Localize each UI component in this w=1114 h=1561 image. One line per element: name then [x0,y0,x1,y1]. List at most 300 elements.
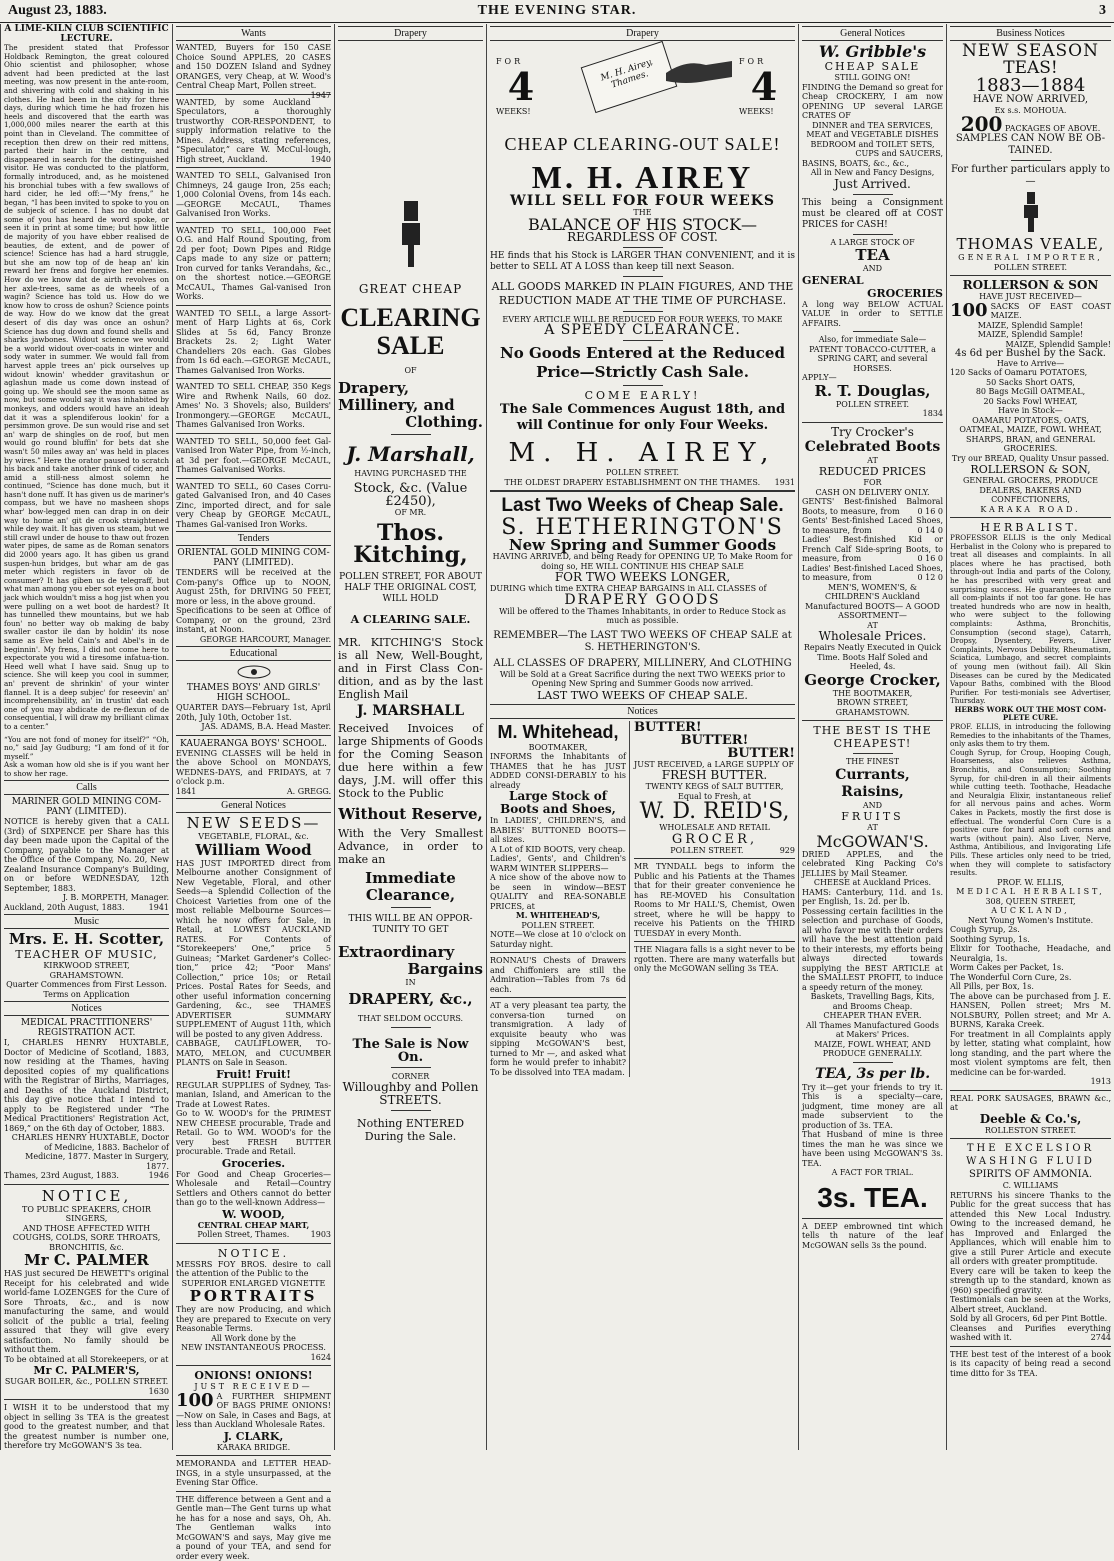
repairs: Repairs Neatly Executed in Quick Time. Boots Half Soled and Heeled, 4s. [802,643,943,672]
kid-boots: A Lot of KID BOOTS, very cheap. [490,845,626,855]
hetherington-name: S. HETHERINGTON'S [490,517,795,539]
want-3: WANTED TO SELL, Galvanised Iron Chimneys, 24 gauge Iron, 25s each; 1,000 Colonial Ovens, from 14s each.—GEORGE McCAUL, Thames Galvanised Iron Works. [176,171,331,219]
masthead [0,0,1114,23]
consignment: This being a Consignment must be cleared off at COST PRICES for CASH! [802,198,943,231]
in-label: IN [338,978,483,988]
williams-sold: Sold by all Grocers, 6d per Pint Bottle. [950,1314,1111,1324]
apply: APPLY— [802,373,943,383]
business-card: M. H. Airey, Thames. [581,41,678,113]
dried-apples: DRIED APPLES, and the celebrated King Packing Co's JELLIES by Mail Steamer. [802,850,943,879]
come-early: COME EARLY! [490,389,795,402]
remedy-2: Soothing Syrup, 1s. [950,935,1111,945]
possessing: Possessing certain facilities in the selection and purchase of Goods, all who favor me with their orders will have the best attention paid to their interests, my efforts being always directed towards supplying the BEST ARTICLE at the SMALLEST PROFIT, to induce a speedy return of the money. [802,907,943,993]
try-crocker: Try Crocker's [802,426,943,439]
clearing-heading: CLEARING [338,304,483,332]
butter-2: BUTTER! [634,734,795,747]
seeds-heading: NEW SEEDS— [176,815,331,832]
kitching-name: Thos. Kitching, [338,522,483,566]
issue-date: August 23, 1883. [8,3,107,19]
section-drapery: Drapery [338,26,483,41]
music-teacher-name: Mrs. E. H. Scotter, [4,931,169,948]
baskets: Baskets, Travelling Bags, Kits, and Brooms Cheap. [802,992,943,1011]
pointing-hand-icon [1021,192,1041,232]
embrowned-tint: A DEEP embrowned tint which tells th nature of the leaf McGOWAN sells 3s the pound. [802,1222,943,1251]
tyndall-notice: MR TYNDALL begs to inform the Public and his Patients at the Thames that for their greater convenience he has RE-MOVED his Consultation Rooms to Mr HALL'S, Chemist, Owen street, where he will be happy to receive his Patients on the THIRD TUESDAY in every Month. [634,862,795,938]
queen-street: 308, QUEEN STREET, [950,897,1111,907]
spirits-ammonia: SPIRITS OF AMMONIA. [950,1168,1111,1181]
want-5: WANTED TO SELL, a large Assort-ment of Harp Lights at 6s, Cork Slides at 5s 6d, Fancy Bronze Brackets 2s. 2; Light Water Chandeliers 20s each. Gas Globes from 1s 6d each.—GEORGE McCAUL, Thames Galvanised Iron Works. [176,309,331,376]
general-word: GENERAL [802,274,943,287]
at-word-2: AT [802,621,943,631]
salt-kegs: TWENTY KEGS of SALT BUTTER, Equal to Fresh, at [634,782,795,801]
bootmaker: BOOTMAKER, [490,743,626,753]
herbalist-heading: HERBALIST. [950,521,1111,534]
four-weeks-banner: FOR 4 WEEKS! M. H. Airey, Thames. FOR 4 WEEKS! [490,43,795,133]
bread: Try our BREAD, Quality Unsur passed. [950,454,1111,464]
karaka-road: KARAKA ROAD. [950,505,1111,515]
want-7: WANTED TO SELL, 50,000 feet Gal-vanised Iron Water Pipe, from ½-inch, at 3d per foot.—GEORGE McCAUL, Thames Galvanised Works. [176,437,331,475]
of-mr: OF MR. [338,508,483,518]
rolleston-street: ROLLESTON STREET. [950,1126,1111,1136]
new-season: NEW SEASON [950,43,1111,60]
below-value: A long way BELOW ACTUAL VALUE in order to SETTLE AFFAIRS. [802,300,943,329]
having-arrived: HAVING ARRIVED, and being Ready for OPENING UP, To Make Room for doing so, HE WILL CONTINUE HIS CHEAP SALE [490,552,795,571]
remedy-3: Elixir for Toothache, Headache, and Neuralgia, 1s. [950,944,1111,963]
ellis-remedies: Cough Syrup, for Croup, Hooping Cough, Hoarseness, also relieves Asthma, Bronchitis, and Consumption; Soothing Syrup, for chil-dren in all their ailments while cutting teeth. Toothache, Headache and Neuralgia Elixir, instantaneous relief for all nervous pains and aches. Worm Cakes in Packets, mostly the first dose is effectual. The wonderful Corn Cure is a positive cure for hard and soft corns and warts (without pain). Also Liver, Nerve, Asthma, Antibilious, and Invigorating Life Pills. These articles only need to be tried, when they will complete to satisfactory results. [950,749,1111,878]
arrive-4: 20 Sacks Fowl WHEAT, [950,397,1111,407]
the-finest: THE FINEST [802,757,943,767]
page-number: 3 [1099,3,1106,19]
washing-fluid: WASHING FLUID [950,1155,1111,1168]
williams-testimonials: Testimonials can be seen at the Works, Albert street, Auckland. [950,1295,1111,1314]
groceries-word: GROCERIES [802,287,943,300]
packages: 200 PACKAGES OF ABOVE. [950,120,1111,134]
streets: Willoughby and Pollen STREETS. [338,1081,483,1107]
grocer: GROCER, [634,833,795,846]
column-1 [0,24,172,1450]
clothing-word: Clothing. [338,414,483,431]
excelsior: THE EXCELSIOR [950,1142,1111,1155]
douglas-pollen: POLLEN STREET. [802,400,943,410]
foy-process: NEW INSTANTANEOUS PROCESS. [176,1343,331,1353]
calls-title: MARINER GOLD MINING COM-PANY (LIMITED). [4,797,169,817]
arrive-1: 120 Sacks of Oamaru POTATOES, [950,368,1111,378]
want-8: WANTED TO SELL, 60 Cases Corru-gated Galvanised Iron, and 40 Cases Zinc, imported direct, and for sale very Cheap by GEORGE McCAUL, Thames Gal-vanised Iron Works. [176,482,331,530]
clearing-sale-line: A CLEARING SALE. [338,613,483,626]
teas-word: TEAS! [950,60,1111,77]
celebrated-boots: Celebrated Boots [802,439,943,456]
veale-importer: GENERAL IMPORTER, [950,253,1111,263]
ex-ship: Ex s.s. MOHOUA. [950,106,1111,116]
music-terms: Quarter Commences from First Lesson. [4,980,169,990]
cheap-sale: CHEAP SALE [802,60,943,73]
invoices-body: Received Invoices of large Shipments of Goods for the Coming Season due here within a few days, J.M. will offer this Stock to the Public [338,722,483,800]
medical-herbalist: MEDICAL HERBALIST, [950,887,1111,897]
section-drapery-2: Drapery [490,26,795,41]
of-label: OF [338,366,483,376]
extraordinary: Extraordinary [338,944,483,961]
seldom-occurs: THAT SELDOM OCCURS. [338,1014,483,1024]
want-2: WANTED, by some Auckland Speculators, a thoroughly trustworthy COR-RESPONDENT, to supply information relative to the Mines. Address, stating references, “Speculator,” care W. McCul-lough, High street, Auckland. 1940 [176,98,331,165]
notice-2-heading: NOTICE. [176,1247,331,1260]
speedy-clearance: A SPEEDY CLEARANCE. [490,324,795,337]
opportunity: THIS WILL BE AN OPPOR-TUNITY TO GET [338,914,483,936]
all-thames: All Thames Manufactured Goods at Makers' Prices. [802,1021,943,1040]
rollerson-trades: GENERAL GROCERS, PRODUCE DEALERS, BAKERS AND CONFECTIONERS, [950,476,1111,505]
want-1: WANTED, Buyers for 150 CASE Choice Sound APPLES, 20 CASES and 150 DOZEN Island and Sydney ORANGES, very Cheap, at W. Wood's Central Cheap Mart, Pollen street. 1947 [176,43,331,91]
mcgowans-name: McGOWAN'S. [802,833,943,850]
medical-body: I, CHARLES HENRY HUXTABLE, Doctor of Medicine of Scotland, 1883, now residing at the Thames, having deposited copies of my qualifications with the Registrar of Births, Marriages, and Deaths of the Auckland District, this day give notice that I intend to apply to be Registered under “The Medical Practitioners' Registration Act, 1869,” on the 6th day of October, 1883. [4,1038,169,1133]
edu-body: QUARTER DAYS—February 1st, April 20th, July 10th, October 1st. [176,703,331,722]
c-williams: C. WILLIAMS [950,1181,1111,1191]
column-5 [798,24,946,1450]
joke-woman: Ask a woman how old she is if you want her to show her rage. [4,761,169,778]
reid-name: W. D. REID'S, [634,801,795,823]
butter-3: BUTTER! [634,747,795,760]
arrive-3: 80 Bags McGill OATMEAL, [950,387,1111,397]
price-row: Gents' Best-finished Laced Shoes, to measure, from 0 14 0 [802,516,943,535]
have-received: HAVE JUST RECEIVED— [950,292,1111,302]
dinner-services: DINNER and TEA SERVICES, [802,121,943,131]
also-sale: Also, for immediate Sale— [802,335,943,345]
central-cheap-mart: CENTRAL CHEAP MART, [176,1221,331,1231]
large-stock-of: A LARGE STOCK OF [802,238,943,248]
gribble-name: W. Gribble's [802,43,943,60]
butter-1: BUTTER! [634,721,795,734]
tender-sign: GEORGE HARCOURT, Manager. [176,635,331,645]
offered: Will be offered to the Thames Inhabitants, in order to Reduce Stock as much as possible. [490,607,795,626]
column-6 [946,24,1114,1450]
niagara: THE Niagara falls is a sight never to be rgotten. There are many waterfalls but only the McGOWAN selling 3s TEA. [634,945,795,974]
foy-work: All Work done by the [176,1334,331,1344]
drapery-goods: DRAPERY GOODS [490,594,795,607]
bushel-price: 4s 6d per Bushel by the Sack. [950,349,1111,359]
cheaper-than-ever: CHEAPER THAN EVER. [802,1011,943,1021]
during-time: DURING which time EXTRA CHEAP BARGAINS in ALL CLASSES of [490,584,795,594]
spring-goods: New Spring and Summer Goods [490,539,795,552]
just-received-butter: JUST RECEIVED, a LARGE SUPPLY OF [634,760,795,770]
pollen-street: POLLEN STREET, FOR ABOUT HALF THE ORIGINAL COST, WILL HOLD [338,572,483,605]
immediate-clearance: Immediate Clearance, [338,870,483,904]
veale-pollen: POLLEN STREET. [950,263,1111,273]
nothing-entered: Nothing ENTERED During the Sale. [338,1117,483,1143]
seeds-sub: VEGETABLE, FLORAL, &c. [176,832,331,842]
marked-goods: ALL GOODS MARKED IN PLAIN FIGURES, AND THE REDUCTION MADE AT THE TIME OF PURCHASE. [490,280,795,308]
section-general-notices-2: General Notices [802,26,943,41]
maize-produce: MAIZE, FOWL WHEAT, AND PRODUCE GENERALLY. [802,1040,943,1059]
section-music: Music [4,914,169,929]
arrive-2: 50 Sacks Short OATS, [950,378,1111,388]
pork-sausages: REAL PORK SAUSAGES, BRAWN &c., at [950,1094,1111,1113]
notice-sub: TO PUBLIC SPEAKERS, CHOIR SINGERS, [4,1205,169,1224]
fruit-heading: Fruit! Fruit! [176,1068,331,1081]
douglas-number: 1834 [802,409,943,419]
drapery-etc: DRAPERY, &c., [338,991,483,1008]
treatment-number: 1913 [950,1077,1111,1087]
having-purchased: HAVING PURCHASED THE [338,469,483,479]
column-2 [172,24,334,1450]
hams-prices: HAMS: Canterbury, 11d. and 1s. per English, 1s. 2d. per lb. [802,888,943,907]
clark-address: KARAKA BRIDGE. [176,1443,331,1453]
medical-date: Thames, 23rd August, 1883. 1946 [4,1171,169,1181]
ellis-intro: PROF. ELLIS, in introducing the following Remedies to the inhabitants of the Thames, only asks them to try them. [950,723,1111,749]
airey-name-2: M. H. AIREY, [490,438,795,468]
at-word-3: AT [802,823,943,833]
kaua-sign: 1841 A. GREGG. [176,787,331,797]
ronnau: RONNAU'S Chests of Drawers and Chiffoniers are still the Admiration—Tables from 7s 6d each. [490,956,626,994]
calls-sign: J. B. MORPETH, Manager. [4,893,169,903]
kaua-title: KAUAERANGA BOYS' SCHOOL. [176,739,331,749]
reid-pollen: POLLEN STREET. 929 [634,846,795,856]
cups-saucers: CUPS and SAUCERS, [802,149,943,159]
foy-body: MESSRS FOY BROS. desire to call the attention of the Public to the [176,1260,331,1279]
close-note: NOTE—We close at 10 o'clock on Saturday night. [490,930,626,949]
wood-body: HAS JUST IMPORTED direct from Melbourne another Consignment of New Vegetable, Floral, and other Seeds—a Splendid Collection of the Choicest Varieties from one of the most reliable Melbourne Sources—which he now offers for Sale, in Retail, at LOWEST AUCKLAND RATES. For Contents of “Storekeepers' One,” price 5 Guineas; “Market Gardener's Collec-tion,” price 42; “Poor Mans' Collection,” price 10s; or Retail Prices. Postal Rates for Seeds, and other useful information concerning Gardening, &c., see THAMES ADVERTISER SUMMARY SUPPLEMENT of August 11th, which will be posted to any given Address. [176,859,331,1040]
price-row: GENTS' Best-finished Balmoral Boots, to measure, from 0 16 0 [802,497,943,516]
large-stock: Large Stock of Boots and Shoes, [490,790,626,816]
two-weeks-longer: FOR TWO WEEKS LONGER, [490,571,795,584]
remember: REMEMBER—The LAST TWO WEEKS OF CHEAP SALE at S. HETHERINGTON'S. [490,630,795,654]
music-town: GRAHAMSTOWN. [4,971,169,981]
kaua-body: EVENING CLASSES will be held in the above School on MONDAYS, WEDNES-DAYS, and FRIDAYS, at 7 o'clock p.m. [176,749,331,787]
and-word-2: AND [802,801,943,811]
have-to-arrive: Have to Arrive— [950,359,1111,369]
tea-word: TEA [802,247,943,264]
section-notices: Notices [4,1001,169,1016]
section-general-notices: General Notices [176,798,331,813]
fruit-body-2: Go to W. WOOD's for the PRIMEST NEW CHEESE procurable, Trade and Retail. Go to WM. WOOD's for the very best FRESH BUTTER procurable. Trade and Retail. [176,1109,331,1157]
samples: SAMPLES CAN NOW BE OB-TAINED. [950,133,1111,157]
foy-vignette: SUPERIOR ENLARGED VIGNETTE [176,1279,331,1289]
tender-body-2: Specifications to be seen at Office of Company, or on the ground, 23rd instant, at Noon. [176,606,331,635]
great-cheap: GREAT CHEAP [338,283,483,296]
informs: INFORMS the Inhabitants of THAMES that he has JUST ADDED CONSI-DERABLY to his already [490,752,626,790]
whitehead-pollen: POLLEN STREET. [490,921,626,931]
reduced-prices: REDUCED PRICES [802,465,943,478]
last-two-weeks: Last Two Weeks of Cheap Sale. [490,495,795,517]
at-word: AT [802,456,943,466]
husband: That Husband of mine is three times the man he was since we have been using McGOWAN'S 3s. TEA. [802,1130,943,1168]
notices-row [490,721,795,1078]
maize-1: MAIZE, Splendid Sample! [950,321,1111,331]
remedy-5: The Wonderful Corn Cure, 2s. [950,973,1111,983]
medical-sign: CHARLES HENRY HUXTABLE, Doctor of Medicine, 1883. Bachelor of Medicine, 1877. Master in Surgery, 1877. [4,1133,169,1171]
williams-returns: RETURNS his sincere Thanks to the Public for the great success that has attended this New Local Industry. Owing to the increased demand, he has Improved and Enlarged the Appliances, which will enable him to give a still Purer Article and execute all orders with greater promptitude. [950,1191,1111,1267]
palmer-number: 1630 [4,1387,169,1397]
tender-body: TENDERS will be received at the Com-pany's Office up to NOON, August 25th, for DRIVING 50 FEET, more or less, in the above ground. [176,568,331,606]
memoranda: MEMORANDA and LETTER HEAD-INGS, in a style unsurpassed, at the Evening Star Office. [176,1459,331,1488]
want-4: WANTED TO SELL, 100,000 Feet O.G. and Half Round Spouting, from 2d per foot; Down Pipes and Ridge Caps made to any size or pattern; Iron curved for tanks Verandahs, &c., on the shortest notice.—GEORGE McCAUL, Thames Gal-vanised Iron Works. [176,226,331,302]
just-arrived: Just Arrived. [802,178,943,191]
kitching-stock-body: MR. KITCHING'S Stock is all New, Well-Bought, and in First Class Con-dition, and as by the last English Mail [338,636,483,701]
lecture-heading: A LIME-KILN CLUB SCIENTIFIC LECTURE. [4,24,169,44]
lecture-body: The president stated that Professor Holdback Remington, the great coloured Ohio scientist and philosopher, whose advent had been predicted at the last meeting, was now present in the ante-room, and shivering with cold and shaking in his clothes. He had been in the city for three days, during which time he had frozen his heels and discovered that the earth was 1,000,000 miles nearer the earth at this point than in Cleveland. The committee of reception then drew on their red mittens, parted their hair in the centre, and disappeared in search for the distinguished visitor. He was conducted to the platform, formally introduced, and, as he moistened his bronchial tubes with a few swallows of hard cider, he led off:—“My frens,” he began, “I has been invited to spoke to you on de subjeck of science. I has no doubt dat some of you has heard de word spoke, or seen it in print at some time; but how little de majority of you have ebber realised de beauties, de extent, and de power of science! Science has had a hard struggle, but she am now top of de heap an' kin reward her frens and forgive her enemies. How do we know dat de airth revolves on her axle-trees, same as de wheels of a wagin? Science has told us. How do we know how to cross de oshun? Science points de way. How do we know dat the great desert of dis day was once an oshun? Science has dug down and found shells and sharks jawbones. Widout science we would be a world widout over-coats in winter and sody water in summer. We would fall from harvest apple trees an' pick ourselves up widout knowin' whedder gravitashun or aglashun made us come down instead of going up. We should see the moon same as now, but some would say it was inhabited by monkeys, and odders would have an ideah dat it was a splendiferous lookin' for a persimmon grove. De sun would rise and set an' warp de shingles on de roof, but men would go round bluffin' for bets dat she wasn't 50 miles away an' was held in places by wires.” Here the orator paused to scratch his back and take another drink of cider, and amid a still-ness almost solemn he continued, “Science has done much, but it hasn't done nuff. It has given us de mariner's compass, but we have no masheen shops whar' bow-legged men can drap in on deir way to home an' git de crook straightened while dey wait. It has given us steam, but we still crawl under de house to thaw out frozen water pipes, de same as de Roman senators did 2000 years ago. It has giben us grand suspen-hun bridges, but whar am de gas meter which registers in favor ob de consumer? It has giben us de telegraff, but what man among you eber sot eyes on a boot jack which wouldn't miss a hog jist when you were pulling on a wet boot de hardest? It has tunnelled thew mountains, but we hab foun' no better way ob making de baby swaller castor ile dan by holdin' its nose same as Eve held Cain's and Abel's in de beginnin'. My frens, I did not come here to expectorate you wid a tiresome infatua-tion. Heed well what I have said. Snug up to science. She will keep you cool in summer, an' prevent de shrinkin' of your winter flannel. It is a deep subjec' for reseevin' an' incomprehensibility, an' in trustin' dat each one of you may abdicate de re-flexun of de consequential, I will draw my brilliant climax to a center.” [4,44,169,732]
portraits-heading: PORTRAITS [176,1288,331,1305]
rollerson-name: ROLLERSON & SON [950,279,1111,292]
deeble-name: Deeble & Co.'s, [950,1113,1111,1126]
next-institute: Next Young Women's Institute. [950,916,1111,926]
remedy-4: Worm Cakes per Packet, 1s. [950,963,1111,973]
fruit-body: REGULAR SUPPLIES of Sydney, Tas-manian, Island, and American to the Trade at Lowest Rates. [176,1081,331,1110]
whitehead-shop: M. WHITEHEAD'S, [490,911,626,921]
all-new: All in New and Fancy Designs, [802,168,943,178]
fruits-word: FRUITS [802,810,943,823]
mart-address: Pollen Street, Thames. 1903 [176,1230,331,1240]
palmer-body-2: To be obtained at all Storekeepers, or at [4,1355,169,1365]
cabbage-plants: CABBAGE, CAULIFLOWER, TO-MATO, MELON, and CUCUMBER PLANTS on Sale in Season. [176,1039,331,1068]
wood-name: William Wood [176,842,331,859]
veale-name: THOMAS VEALE, [950,236,1111,253]
section-calls: Calls [4,780,169,795]
four-number-right: 4 [739,67,789,107]
have-in-stock: Have in Stock— [950,406,1111,416]
stock-value: Stock, &c. (Value £2450), [338,482,483,508]
no-goods-entered: No Goods Entered at the Reduced Price—Strictly Cash Sale. [490,344,795,382]
will-sell: WILL SELL FOR FOUR WEEKS [490,195,795,208]
best-cheapest: THE BEST IS THE CHEAPEST! [802,724,943,750]
season-years: 1883—1884 [950,77,1111,94]
onions-heading: ONIONS! ONIONS! [176,1369,331,1382]
douglas-name: R. T. Douglas, [802,383,943,400]
column-4 [486,24,798,1450]
bedroom-sets: BEDROOM and TOILET SETS, [802,140,943,150]
every-article: EVERY ARTICLE WILL BE REDUCED FOR FOUR WEEKS, TO MAKE [490,315,795,325]
stock-list: OAMARU POTATOES, OATS, OATMEAL, MAIZE, FOWL WHEAT, SHARPS, BRAN, and GENERAL GROCERIES. [950,416,1111,454]
w-wood: W. WOOD, [176,1208,331,1221]
best-test-book: THE best test of the interest of a book is its capacity of being read a second time ditto for 3s TEA. [950,1350,1111,1379]
maize-2: MAIZE, Splendid Sample! [950,330,1111,340]
calls-date: Auckland, 20th August, 1883. 1941 [4,903,169,913]
section-educational: Educational [176,646,331,661]
crocker-brown: BROWN STREET, [802,698,943,708]
airey-pollen: POLLEN STREET. [490,468,795,478]
millinery-word: Millinery, and [338,397,483,414]
edu-title: THAMES BOYS' AND GIRLS' HIGH SCHOOL. [176,683,331,703]
palmer-shop: Mr C. PALMER'S, [4,1364,169,1377]
the-label: THE [490,208,795,218]
ellis-body: PROFESSOR ELLIS is the only Medical Herbalist in the Colony who is prepared to treat all diseases and complaints. In all places where he has practised, both through-out India and parts of the Colony, he has prescribed with very great and surprising success. He guarantees to cure all com-plaints if not too far gone. He has treated hundreds who are now in health, who were subject to the following complaints: Asthma, Bronchitis, Consumption (second stage), Catarrh, Dropsy, Dysentery, Fevers, Liver Complaints, Nervous Debility, Rheumatism, Sciatica, Lumbago, and secret complaints of young men (without fail). All Skin Diseases can be cured by the Medicated Vapour Baths, combined with the Blood Purifier. For testi-monials see Advertiser, Thursday. [950,534,1111,706]
section-tenders: Tenders [176,531,331,546]
maize-sacks: 100 SACKS OF EAST COAST MAIZE. [950,302,1111,321]
reid-ad [634,721,795,1078]
fresh-butter: FRESH BUTTER. [634,769,795,782]
palmer-body: HAS just secured De HEWETT's original Receipt for his celebrated and wide world-fame LOZENGES for the Cure of Sore Throats, &c., and is now manufacturing the same, and would solicit of the public a trial, feeling assured that they will give every satisfaction. No family should be without them. [4,1269,169,1355]
williams-cleanses: Cleanses and Purifies everything washed with it. 2744 [950,1324,1111,1343]
pointing-hand-icon [396,201,426,271]
whitehead-name: M. Whitehead, [490,721,626,743]
sale-heading: SALE [338,332,483,360]
foy-number: 1624 [176,1353,331,1363]
all-classes: ALL CLASSES OF DRAPERY, MILLINERY, And CLOTHING [490,658,795,670]
airey-name: M. H. AIREY [490,159,795,195]
tea-per-lb: TEA, 3s per lb. [802,1066,943,1083]
last-two-weeks-2: LAST TWO WEEKS OF CHEAP SALE. [490,689,795,702]
and-word: AND [802,264,943,274]
clark-name: J. CLARK, [176,1430,331,1443]
patent-cutter: PATENT TOBACCO-CUTTER, a SPRING CART, and several HORSES. [802,345,943,374]
corner-label: CORNER [338,1072,483,1082]
section-wants: Wants [176,26,331,41]
finds-stock: HE finds that his Stock is LARGER THAN CONVENIENT, and it is better to SELL AT A LOSS than keep till next Season. [490,251,795,273]
balance-stock: BALANCE OF HIS STOCK— [490,218,795,231]
meat-dishes: MEAT and VEGETABLE DISHES [802,130,943,140]
onion-body: 100 A FURTHER SHIPMENT OF BAGS PRIME ONIONS!—Now on Sale, in Cases and Bags, at less than Auckland Wholesale Rates. [176,1392,331,1430]
tender-title: ORIENTAL GOLD MINING COM-PANY (LIMITED). [176,548,331,568]
notice-heading: NOTICE, [4,1188,169,1205]
calls-body: NOTICE is hereby given that a CALL (3rd) of SIXPENCE per Share has this day been made upon the Capital of the Company, payable to the Manager at the Office of the Company, No. 20, New Zealand Insurance Company's Building, on or before WEDNESDAY, 12th September, 1883. [4,817,169,893]
warm-slippers: Ladies', Gents', and Children's WARM WINTER SLIPPERS— [490,854,626,873]
tea-party-story: AT a very pleasant tea party, the conversa-tion turned on transmigration. A lady of exquisite beauty who was sipping McGOWAN'S best, turned to Mr —, and asked what form he would prefer to inhabit? To be dissolved into TEA madam. [490,1001,626,1077]
section-notices-2: Notices [490,704,795,719]
have-arrived: HAVE NOW ARRIVED, [950,94,1111,106]
wholesale-retail: WHOLESALE AND RETAIL [634,823,795,833]
four-number-left: 4 [496,67,546,107]
cheap-clearing-heading: CHEAP CLEARING-OUT SALE! [490,133,795,155]
treatment: For treatment in all Complaints apply by letter, stating what complaint, how long standing, and the part where the most violent symptoms are felt, then medicine can be for-warded. [950,1030,1111,1078]
three-s-tea: 3s. TEA. [802,1184,943,1212]
williams-care: Every care will be taken to keep the strength up to the standard, known as (960) specified gravity. [950,1267,1111,1296]
price-list [802,497,943,583]
gent-joke: THE difference between a Gent and a Gentle man—The Gent turns up what he has for a nose and says, Oh, Ah. The Gentleman walks into McGOWAN'S and says, May give me a pound of your TEA, and send for order every week. [176,1495,331,1561]
music-line: TEACHER OF MUSIC, [4,948,169,961]
without-reserve: Without Reserve, [338,806,483,823]
jm-name: J. MARSHALL [338,705,483,718]
currants-raisins: Currants, Raisins, [802,767,943,801]
column-3 [334,24,486,1450]
palmer-address: SUGAR BOILER, &c., POLLEN STREET. [4,1377,169,1387]
basins: BASINS, BOATS, &c., &c., [802,159,943,169]
prof-ellis: PROF. W. ELLIS, [950,878,1111,888]
ladies-boots: In LADIES', CHILDREN'S, and BABIES' BUTTONED BOOTS—all sizes. [490,816,626,845]
just-received: JUST RECEIVED— [176,1382,331,1392]
nice-show: A nice show of the above now to be seen in window—BEST QUALITY and REA-SONABLE PRICES, at [490,873,626,911]
price-row: Ladies' Best-finished Kid or French Calf Side-spring Boots, to measure, from 0 16 0 [802,535,943,564]
music-address: KIRKWOOD STREET, [4,961,169,971]
groceries-heading: Groceries. [176,1157,331,1170]
bargains: Bargains [338,961,483,978]
auckland: AUCKLAND, [950,906,1111,916]
palmer-name: Mr C. PALMER [4,1252,169,1269]
finding-demand: FINDING the Demand so great for Cheap CROCKERY, I am now OPENING UP several LARGE CRATES OF [802,83,943,121]
music-terms-2: Terms on Application [4,990,169,1000]
maize-3: MAIZE, Splendid Sample! [950,340,1111,350]
purchase-from: The above can be purchased from J. E. HANSEN, Pollen street; Mrs M. NOLSBURY, Pollen street; and Mr A. BURNS, Karaka Creek. [950,992,1111,1030]
newspaper-title: THE EVENING STAR. [0,3,1114,19]
marshall-name: J. Marshall, [338,443,483,465]
medical-title: MEDICAL PRACTITIONERS' REGISTRATION ACT. [4,1018,169,1038]
smallest-advance: With the Very Smallest Advance, in order to make an [338,827,483,866]
whitehead-ad [490,721,630,1078]
remedy-1: Cough Syrup, 2s. [950,925,1111,935]
further-particulars: For further particulars apply to— [950,164,1111,188]
sale-now-on: The Sale is Now On. [338,1038,483,1064]
groceries-body: For Good and Cheap Groceries—Wholesale and Retail—Country Settlers and Others cannot do better than go to the well-known Address— [176,1170,331,1208]
drapery-word: Drapery, [338,380,483,397]
joke-money: “You are not fond of money for itself?” “Oh, no,” said Jay Gudburg; “I am fond of it for myself.” [4,736,169,762]
george-crocker: George Crocker, [802,672,943,689]
try-it: Try it—get your friends to try it. This is a specialty—care, judgment, time money are all made subservient to the production of 3s. TEA. [802,1083,943,1131]
oldest-drapery: THE OLDEST DRAPERY ESTABLISHMENT ON THE THAMES. 1931 [490,478,795,488]
crocker-bootmaker: THE BOOTMAKER, [802,689,943,699]
crest-icon [236,665,272,679]
mcgowan-tea-note: I WISH it to be understood that my object in selling 3s TEA is the greatest good to the greatest number, and that the greatest number is number one, therefore try McGOWAN'S 3s tea. [4,1403,169,1451]
for-word: FOR [802,478,943,488]
rollerson-name-2: ROLLERSON & SON, [950,463,1111,476]
fact-trial: A FACT FOR TRIAL. [802,1168,943,1178]
section-business-notices: Business Notices [950,26,1111,41]
regardless-cost: REGARDLESS OF COST. [490,231,795,244]
remedy-6: All Pills, per Box, 1s. [950,982,1111,992]
